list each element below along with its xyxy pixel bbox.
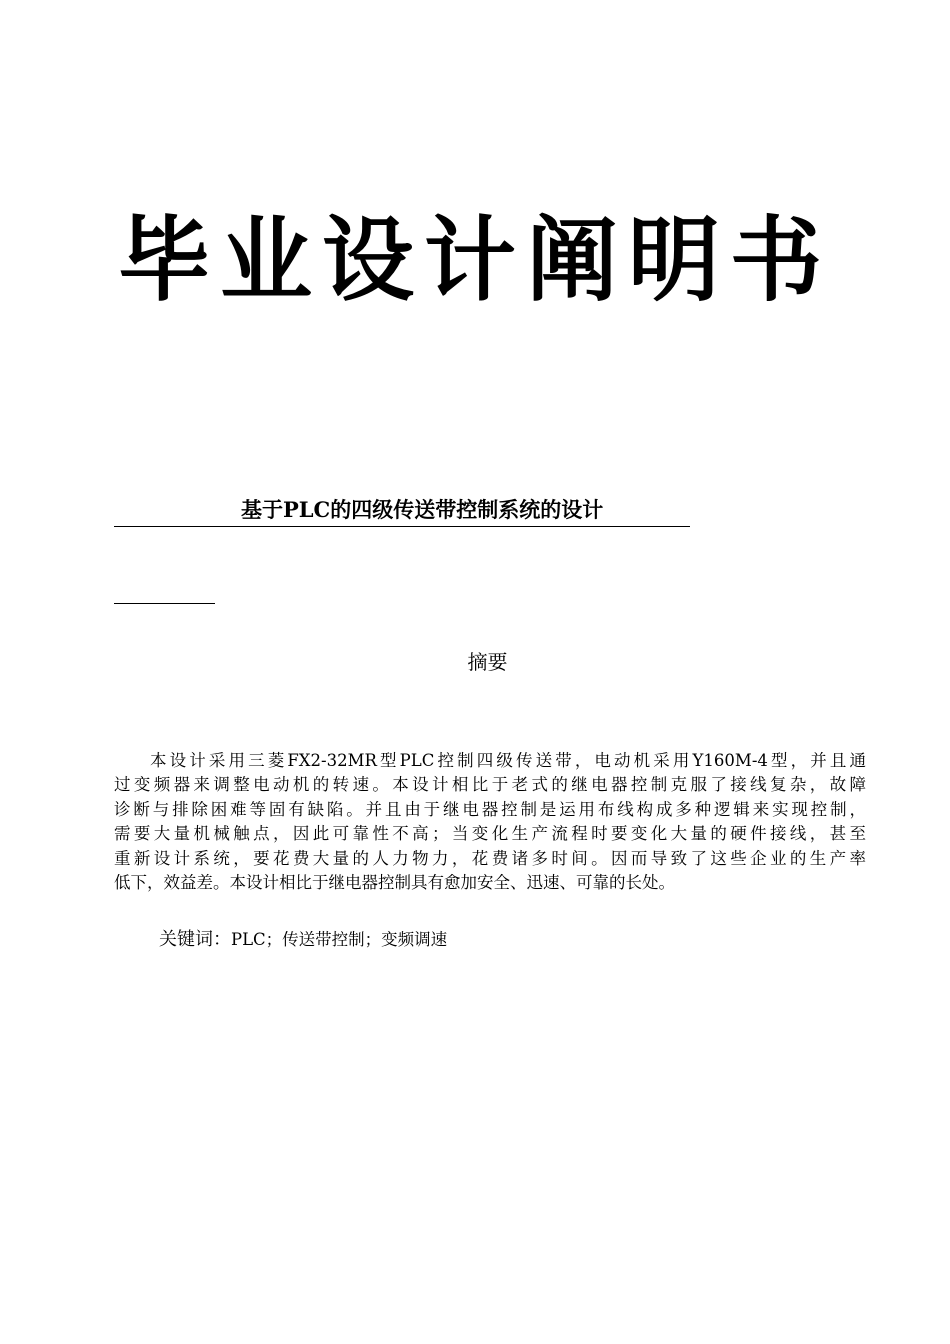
abstract-line: 过变频器来调整电动机的转速。本设计相比于老式的继电器控制克服了接线复杂，故障	[114, 775, 866, 795]
abstract-heading: 摘要	[467, 650, 508, 674]
abstract-line: 诊断与排除困难等固有缺陷。并且由于继电器控制是运用布线构成多种逻辑来实现控制，	[114, 799, 866, 819]
keywords-label: 关键词：	[159, 929, 231, 950]
abstract-line: 本设计采用三菱FX2-32MR型PLC控制四级传送带，电动机采用Y160M-4型，并且通	[150, 751, 866, 770]
thesis-title-underline	[114, 494, 690, 527]
document-title: 毕业设计阐明书	[117, 206, 832, 314]
thesis-title: 基于PLC的四级传送带控制系统的设计	[241, 497, 604, 522]
abstract-line: 低下，效益差。本设计相比于继电器控制具有愈加安全、迅速、可靠的长处。	[114, 873, 675, 893]
abstract-line: 需要大量机械触点，因此可靠性不高；当变化生产流程时要变化大量的硬件接线，甚至	[114, 824, 866, 844]
keywords	[159, 927, 447, 953]
divider-rule	[114, 603, 215, 604]
keywords-value: PLC；传送带控制；变频调速	[231, 930, 448, 949]
abstract-paragraph	[114, 749, 866, 895]
abstract-line: 重新设计系统，要花费大量的人力物力，花费诸多时间。因而导致了这些企业的生产率	[114, 848, 866, 868]
